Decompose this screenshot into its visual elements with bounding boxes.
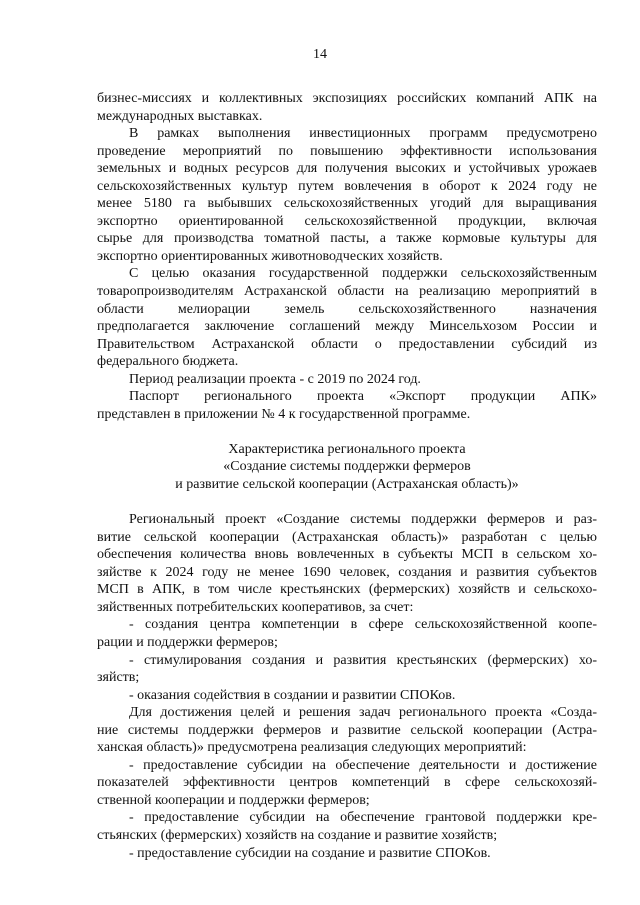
text-line: Для достижения целей и решения задач регионального проекта «Созда-	[129, 705, 597, 721]
list-item	[97, 757, 597, 810]
list-item	[97, 652, 597, 687]
list-item	[97, 616, 597, 651]
heading-line: Характеристика регионального проекта	[228, 441, 466, 457]
text-line: - стимулирования создания и развития крестьянских (фермерских) хо-	[129, 652, 597, 668]
text-line: ханская область)» предусмотрена реализация следующих мероприятий:	[97, 740, 527, 756]
text-line: ние системы поддержки фермеров и развитие сельской кооперации (Астра-	[97, 722, 597, 738]
text-line: - создания центра компетенции в сфере сельскохозяйственной коопе-	[129, 617, 597, 633]
text-line: федерального бюджета.	[97, 354, 239, 370]
text-line: товаропроизводителям Астраханской области на реализацию мероприятий в	[97, 284, 597, 300]
paragraph	[97, 388, 597, 423]
text-line: Региональный проект «Создание системы поддержки фермеров и раз-	[129, 512, 597, 528]
text-line: зяйстве к 2024 году не менее 1690 человек, создания и развития субъектов	[97, 564, 597, 580]
text-line: зяйств;	[97, 670, 140, 686]
text-line: проведение мероприятий по повышению эффективности использования	[97, 143, 597, 159]
text-line: - оказания содействия в создании и развитии СПОКов.	[129, 687, 456, 703]
paragraph	[97, 704, 597, 757]
text-line: витие сельской кооперации (Астраханская область)» разработан с целью	[97, 529, 597, 545]
text-line: Паспорт регионального проекта «Экспорт продукции АПК»	[129, 389, 597, 405]
text-line: - предоставление субсидии на обеспечение грантовой поддержки кре-	[129, 810, 597, 826]
text-line: экспортно ориентированных животноводческих хозяйств.	[97, 248, 443, 264]
text-line: обеспечения количества вновь вовлеченных в субъекты МСП в сельском хо-	[97, 547, 597, 563]
text-line: зяйственных потребительских кооперативов, за счет:	[97, 599, 414, 615]
heading-line: «Создание системы поддержки фермеров	[223, 459, 471, 475]
text-line: рации и поддержки фермеров;	[97, 634, 278, 650]
text-line: В рамках выполнения инвестиционных программ предусмотрено	[129, 126, 597, 142]
text-line: стьянских (фермерских) хозяйств на создание и развитие хозяйств;	[97, 827, 498, 843]
text-line: МСП в АПК, в том числе крестьянских (фермерских) хозяйств и сельскохо-	[97, 582, 597, 598]
list-item	[97, 687, 597, 705]
paragraph	[97, 371, 597, 389]
text-line: международных выставках.	[97, 108, 263, 124]
text-line: Период реализации проекта - с 2019 по 2024 год.	[129, 371, 421, 387]
text-line: представлен в приложении № 4 к государственной программе.	[97, 406, 471, 422]
page-number: 14	[313, 47, 327, 62]
text-line: предполагается заключение соглашений между Минсельхозом России и	[97, 319, 597, 335]
paragraph	[97, 265, 597, 370]
text-line: - предоставление субсидии на создание и развитие СПОКов.	[129, 845, 491, 861]
text-line: С целью оказания государственной поддержки сельскохозяйственным	[129, 266, 597, 282]
text-line: менее 5180 га выбывших сельскохозяйственных угодий для выращивания	[97, 196, 597, 212]
list-item	[97, 809, 597, 844]
text-line: земельных и водных ресурсов для получения высоких и устойчивых урожаев	[97, 161, 597, 177]
document-body	[97, 90, 597, 862]
paragraph	[97, 90, 597, 125]
text-line: ственной кооперации и поддержки фермеров;	[97, 792, 370, 808]
text-line: сельскохозяйственных культур путем вовлечения в оборот к 2024 году не	[97, 178, 597, 194]
text-line: экспортно ориентированной сельскохозяйственной продукции, включая	[97, 213, 597, 229]
text-line: области мелиорации земель сельскохозяйственного назначения	[97, 301, 597, 317]
list-item	[97, 845, 597, 863]
heading-line: и развитие сельской кооперации (Астраханская область)»	[175, 477, 519, 493]
text-line: сырье для производства томатной пасты, а также кормовые культуры для	[97, 231, 597, 247]
paragraph	[97, 125, 597, 265]
text-line: Правительством Астраханской области о предоставлении субсидий из	[97, 336, 597, 352]
text-line: - предоставление субсидии на обеспечение деятельности и достижение	[129, 757, 597, 773]
paragraph	[97, 511, 597, 616]
section-heading	[97, 441, 597, 494]
text-line: показателей эффективности центров компетенций в сфере сельскохозяй-	[97, 775, 597, 791]
text-line: бизнес-миссиях и коллективных экспозициях российских компаний АПК на	[97, 91, 597, 106]
